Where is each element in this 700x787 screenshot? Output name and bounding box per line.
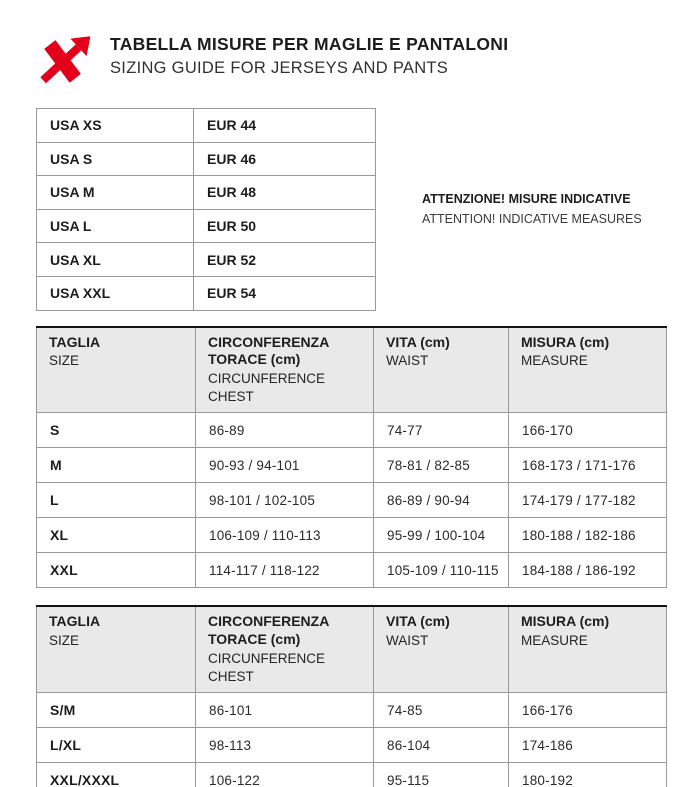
conversion-row (37, 142, 376, 176)
size-cell: XXL/XXXL (37, 763, 196, 787)
eur-size-cell: EUR 50 (194, 209, 376, 243)
conversion-section (36, 108, 670, 311)
usa-size-cell: USA XL (37, 243, 194, 277)
conversion-row (37, 209, 376, 243)
header-row (37, 327, 667, 413)
waist-cell: 95-115 (374, 763, 509, 787)
column-header-sub: MEASURE (521, 353, 588, 369)
chest-cell: 106-122 (196, 763, 374, 787)
column-header-main: VITA (cm) (386, 333, 450, 350)
size-cell: L/XL (37, 728, 196, 763)
size-cell: XXL (37, 553, 196, 588)
size-row (37, 413, 667, 448)
usa-eur-conversion-table (36, 108, 376, 311)
usa-size-cell: USA L (37, 209, 194, 243)
column-header-sub: WAIST (386, 353, 429, 369)
header (36, 27, 670, 87)
size-row (37, 728, 667, 763)
usa-size-cell: USA S (37, 142, 194, 176)
eur-size-cell: EUR 44 (194, 109, 376, 143)
measure-cell: 180-192 (509, 763, 667, 787)
eur-size-cell: EUR 46 (194, 142, 376, 176)
column-header-main: TAGLIA (49, 333, 101, 350)
column-header (509, 606, 667, 692)
header-row (37, 606, 667, 692)
waist-cell: 95-99 / 100-104 (374, 518, 509, 553)
chest-cell: 86-101 (196, 693, 374, 728)
usa-size-cell: USA M (37, 176, 194, 210)
column-header-main: MISURA (cm) (521, 333, 610, 350)
eur-size-cell: EUR 48 (194, 176, 376, 210)
measure-cell: 166-170 (509, 413, 667, 448)
measure-cell: 168-173 / 171-176 (509, 448, 667, 483)
usa-size-cell: USA XS (37, 109, 194, 143)
size-row (37, 763, 667, 787)
column-header-main: MISURA (cm) (521, 613, 610, 630)
page-title: TABELLA MISURE PER MAGLIE E PANTALONI (110, 34, 509, 54)
size-table-standard (36, 326, 667, 589)
chest-cell: 98-101 / 102-105 (196, 483, 374, 518)
eur-size-cell: EUR 54 (194, 276, 376, 310)
attention-line-it: ATTENZIONE! MISURE INDICATIVE (422, 192, 631, 207)
usa-size-cell: USA XXL (37, 276, 194, 310)
size-cell: XL (37, 518, 196, 553)
column-header (509, 327, 667, 413)
size-cell: L (37, 483, 196, 518)
size-row (37, 448, 667, 483)
column-header (196, 327, 374, 413)
column-header-main: CIRCONFERENZA TORACE (cm) (208, 333, 329, 368)
conversion-row (37, 176, 376, 210)
column-header (196, 606, 374, 692)
attention-note (422, 189, 642, 229)
conversion-row (37, 276, 376, 310)
column-header (37, 606, 196, 692)
title-block (110, 27, 508, 78)
chest-cell: 98-113 (196, 728, 374, 763)
column-header (37, 327, 196, 413)
column-header (374, 327, 509, 413)
waist-cell: 78-81 / 82-85 (374, 448, 509, 483)
column-header-sub: MEASURE (521, 633, 588, 649)
attention-line-en: ATTENTION! INDICATIVE MEASURES (422, 212, 642, 227)
eur-size-cell: EUR 52 (194, 243, 376, 277)
chest-cell: 114-117 / 118-122 (196, 553, 374, 588)
size-row (37, 693, 667, 728)
conversion-row (37, 109, 376, 143)
column-header-main: CIRCONFERENZA TORACE (cm) (208, 613, 329, 648)
waist-cell: 74-77 (374, 413, 509, 448)
size-row (37, 553, 667, 588)
measure-cell: 174-186 (509, 728, 667, 763)
page-subtitle: SIZING GUIDE FOR JERSEYS AND PANTS (110, 59, 449, 77)
size-cell: S (37, 413, 196, 448)
column-header-sub: WAIST (386, 633, 429, 649)
measure-cell: 166-176 (509, 693, 667, 728)
size-row (37, 518, 667, 553)
waist-cell: 105-109 / 110-115 (374, 553, 509, 588)
column-header-sub: CIRCUNFERENCE CHEST (208, 651, 326, 684)
column-header-sub: SIZE (49, 353, 80, 369)
column-header-main: TAGLIA (49, 613, 101, 630)
size-cell: S/M (37, 693, 196, 728)
column-header-sub: CIRCUNFERENCE CHEST (208, 371, 326, 404)
column-header (374, 606, 509, 692)
size-cell: M (37, 448, 196, 483)
waist-cell: 86-104 (374, 728, 509, 763)
chest-cell: 86-89 (196, 413, 374, 448)
measure-cell: 174-179 / 177-182 (509, 483, 667, 518)
column-header-main: VITA (cm) (386, 613, 450, 630)
conversion-row (37, 243, 376, 277)
chest-cell: 106-109 / 110-113 (196, 518, 374, 553)
size-row (37, 483, 667, 518)
waist-cell: 74-85 (374, 693, 509, 728)
measure-cell: 184-188 / 186-192 (509, 553, 667, 588)
chest-cell: 90-93 / 94-101 (196, 448, 374, 483)
brand-x-arrow-logo (36, 29, 94, 87)
waist-cell: 86-89 / 90-94 (374, 483, 509, 518)
measure-cell: 180-188 / 182-186 (509, 518, 667, 553)
column-header-sub: SIZE (49, 633, 80, 649)
size-table-combined (36, 605, 667, 787)
